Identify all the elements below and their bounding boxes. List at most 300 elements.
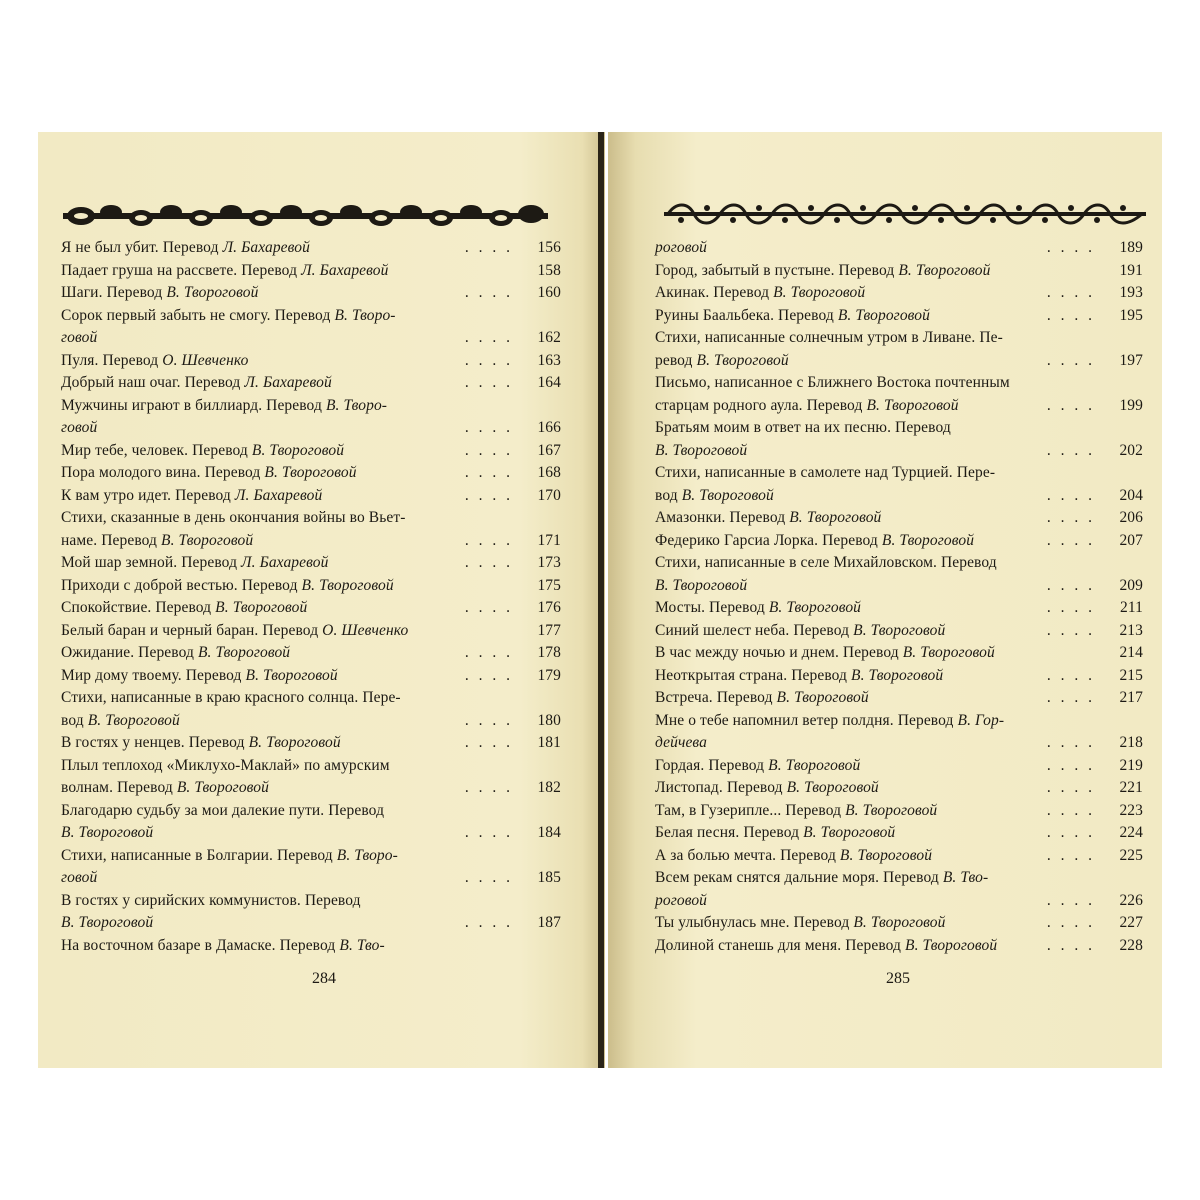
leader-dots: . . . . bbox=[1046, 284, 1095, 301]
entry-translator: Л. Бахаревой bbox=[301, 261, 389, 279]
entry-page-number: 211 bbox=[1120, 599, 1143, 616]
leader-dots: . . . . bbox=[1046, 666, 1095, 684]
entry-text bbox=[655, 552, 997, 575]
entry-title: А за болью мечта. Перевод bbox=[655, 846, 836, 864]
leader-dots: . . . . bbox=[464, 351, 513, 369]
entry-text bbox=[61, 507, 406, 530]
entry-page-number: 191 bbox=[1119, 261, 1143, 279]
toc-entry-line bbox=[61, 350, 561, 373]
leader-dots: . . . . bbox=[464, 464, 513, 481]
entry-translator: В. Тво- bbox=[942, 869, 989, 886]
toc-entry-line bbox=[61, 575, 561, 598]
toc-entry-line bbox=[655, 687, 1143, 710]
entry-title: вод bbox=[61, 711, 84, 729]
entry-text bbox=[655, 237, 707, 260]
entry-text bbox=[61, 327, 97, 350]
entry-page-number: 204 bbox=[1119, 486, 1143, 504]
toc-entry-line bbox=[61, 260, 561, 283]
entry-text bbox=[655, 800, 937, 823]
leader-dots: . . . . bbox=[1046, 396, 1095, 414]
entry-translator: В. Твороговой bbox=[898, 261, 991, 279]
leader-dots: . . . . bbox=[1046, 846, 1095, 864]
entry-page-number: 163 bbox=[537, 351, 561, 369]
entry-page-number: 164 bbox=[537, 374, 561, 391]
entry-translator: В. Твороговой bbox=[803, 824, 896, 841]
leader-dots: . . . . bbox=[464, 869, 513, 886]
leader-dots: . . . . bbox=[464, 441, 513, 459]
entry-translator: В. Твороговой bbox=[845, 801, 938, 819]
entry-text bbox=[61, 485, 322, 508]
entry-translator: В. Твороговой bbox=[166, 284, 259, 301]
entry-text bbox=[655, 822, 895, 845]
entry-title: Стихи, написанные в краю красного солнца. Пере- bbox=[61, 689, 401, 706]
entry-title: В гостях у ненцев. Перевод bbox=[61, 734, 245, 751]
entry-translator: В. Твороговой bbox=[681, 486, 774, 504]
entry-page-number: 199 bbox=[1119, 396, 1143, 414]
toc-entry-line bbox=[61, 372, 561, 395]
toc-entry-line bbox=[655, 305, 1143, 328]
toc-entry-line bbox=[61, 327, 561, 350]
toc-entry-line bbox=[61, 665, 561, 688]
leader-dots: . . . . bbox=[464, 734, 513, 751]
toc-entry-line bbox=[655, 530, 1143, 553]
entry-title: вод bbox=[655, 486, 678, 504]
entry-text bbox=[61, 822, 153, 845]
toc-entry-line bbox=[61, 597, 561, 620]
entry-page-number: 180 bbox=[537, 711, 561, 729]
toc-entry-line bbox=[655, 597, 1143, 620]
entry-text bbox=[655, 530, 974, 553]
leader-dots: . . . . bbox=[1046, 576, 1095, 594]
entry-text bbox=[655, 620, 945, 643]
entry-translator: В. Твороговой bbox=[245, 666, 338, 684]
entry-page-number: 193 bbox=[1119, 284, 1143, 301]
entry-translator: В. Творо- bbox=[325, 396, 388, 414]
entry-title: Там, в Гузерипле... Перевод bbox=[655, 801, 842, 819]
toc-entry-line bbox=[655, 462, 1143, 485]
entry-title: Шаги. Перевод bbox=[61, 284, 163, 301]
entry-translator: В. Твороговой bbox=[301, 576, 394, 594]
toc-entry-line bbox=[61, 552, 561, 575]
entry-title: Пора молодого вина. Перевод bbox=[61, 464, 261, 481]
entry-title: ревод bbox=[655, 351, 693, 369]
entry-page-number: 221 bbox=[1119, 779, 1143, 796]
entry-text bbox=[655, 890, 707, 913]
leader-dots: . . . . bbox=[1046, 531, 1095, 549]
entry-text bbox=[655, 597, 861, 620]
page-number: 284 bbox=[312, 970, 336, 987]
toc-entry-line bbox=[655, 260, 1143, 283]
entry-title: Я не был убит. Перевод bbox=[61, 239, 219, 256]
entry-title: Приходи с доброй вестью. Перевод bbox=[61, 576, 298, 594]
toc-entry-line bbox=[61, 822, 561, 845]
entry-page-number: 175 bbox=[537, 576, 561, 594]
entry-title: Письмо, написанное с Ближнего Востока почтенным bbox=[655, 374, 1010, 391]
entry-title: наме. Перевод bbox=[61, 531, 158, 549]
entry-translator: В. Твороговой bbox=[776, 689, 869, 706]
entry-text bbox=[655, 777, 879, 800]
toc-entry-line bbox=[655, 642, 1143, 665]
entry-text bbox=[61, 462, 357, 485]
entry-title: волнам. Перевод bbox=[61, 779, 173, 796]
leader-dots: . . . . bbox=[1046, 824, 1095, 841]
leader-dots: . . . . bbox=[1046, 689, 1095, 706]
toc-entry-line bbox=[61, 755, 561, 778]
entry-page-number: 224 bbox=[1119, 824, 1143, 841]
entry-page-number: 167 bbox=[537, 441, 561, 459]
entry-page-number: 219 bbox=[1119, 756, 1143, 774]
entry-text bbox=[61, 777, 269, 800]
leader-dots: . . . . bbox=[464, 239, 513, 256]
entry-text bbox=[61, 440, 344, 463]
entry-title: Встреча. Перевод bbox=[655, 689, 773, 706]
entry-text bbox=[61, 575, 394, 598]
entry-text bbox=[61, 800, 384, 823]
entry-text bbox=[61, 755, 390, 778]
toc-entry-line bbox=[61, 867, 561, 890]
entry-translator: В. Гор- bbox=[957, 711, 1005, 729]
entry-text bbox=[655, 350, 789, 373]
entry-title: Спокойствие. Перевод bbox=[61, 599, 212, 616]
entry-text bbox=[655, 642, 995, 665]
toc-entry-line bbox=[655, 710, 1143, 733]
entry-title: В гостях у сирийских коммунистов. Перевод bbox=[61, 891, 361, 909]
entry-page-number: 181 bbox=[537, 734, 561, 751]
entry-title: Пуля. Перевод bbox=[61, 351, 159, 369]
entry-title: Всем рекам снятся дальние моря. Перевод bbox=[655, 869, 939, 886]
entry-text bbox=[61, 912, 153, 935]
leader-dots: . . . . bbox=[464, 779, 513, 796]
toc-entry-line bbox=[655, 327, 1143, 350]
entry-text bbox=[61, 282, 259, 305]
toc-entry-line bbox=[655, 620, 1143, 643]
entry-page-number: 178 bbox=[537, 644, 561, 661]
toc-entry-line bbox=[655, 732, 1143, 755]
entry-text bbox=[655, 575, 747, 598]
toc-entry-line bbox=[61, 462, 561, 485]
contents-list-right bbox=[655, 237, 1143, 957]
entry-title: Мне о тебе напомнил ветер полдня. Перевод bbox=[655, 711, 954, 729]
leader-dots: . . . . bbox=[464, 599, 513, 616]
entry-text bbox=[655, 732, 707, 755]
entry-page-number: 215 bbox=[1119, 666, 1143, 684]
entry-title: Неоткрытая страна. Перевод bbox=[655, 666, 848, 684]
entry-text bbox=[61, 372, 332, 395]
entry-page-number: 197 bbox=[1119, 351, 1143, 369]
entry-text bbox=[61, 237, 310, 260]
entry-translator: В. Твороговой bbox=[655, 441, 748, 459]
entry-page-number: 187 bbox=[537, 914, 561, 931]
entry-translator: говой bbox=[61, 329, 98, 346]
entry-translator: В. Твороговой bbox=[837, 306, 931, 324]
toc-entry-line bbox=[655, 845, 1143, 868]
entry-title: Стихи, написанные в селе Михайловском. Перевод bbox=[655, 554, 997, 571]
entry-title: В час между ночью и днем. Перевод bbox=[655, 644, 899, 661]
entry-title: Мосты. Перевод bbox=[655, 599, 765, 616]
entry-page-number: 160 bbox=[537, 284, 561, 301]
entry-title: Листопад. Перевод bbox=[655, 779, 783, 796]
entry-page-number: 179 bbox=[537, 666, 561, 684]
toc-entry-line bbox=[655, 552, 1143, 575]
toc-entry-line bbox=[655, 395, 1143, 418]
entry-title: Благодарю судьбу за мои далекие пути. Перевод bbox=[61, 801, 385, 819]
entry-page-number: 158 bbox=[537, 261, 561, 279]
toc-entry-line bbox=[61, 417, 561, 440]
entry-translator: говой bbox=[61, 869, 98, 886]
entry-text bbox=[655, 282, 865, 305]
entry-translator: Л. Бахаревой bbox=[241, 554, 329, 571]
toc-entry-line bbox=[61, 620, 561, 643]
leader-dots: . . . . bbox=[1046, 801, 1095, 819]
entry-translator: В. Твороговой bbox=[851, 666, 944, 684]
entry-translator: В. Твороговой bbox=[853, 914, 946, 931]
entry-page-number: 217 bbox=[1119, 689, 1143, 706]
entry-title: Белая песня. Перевод bbox=[655, 824, 800, 841]
entry-text bbox=[655, 507, 881, 530]
toc-entry-line bbox=[61, 732, 561, 755]
entry-page-number: 223 bbox=[1119, 801, 1143, 819]
leader-dots: . . . . bbox=[464, 531, 513, 549]
toc-entry-line bbox=[655, 822, 1143, 845]
entry-page-number: 202 bbox=[1119, 441, 1143, 459]
entry-translator: В. Твороговой bbox=[786, 779, 879, 796]
entry-text bbox=[655, 935, 997, 958]
toc-entry-line bbox=[655, 890, 1143, 913]
entry-translator: В. Твороговой bbox=[251, 441, 345, 459]
entry-translator: В. Твороговой bbox=[61, 914, 154, 931]
entry-text bbox=[61, 687, 401, 710]
toc-entry-line bbox=[655, 372, 1143, 395]
entry-text bbox=[61, 732, 341, 755]
entry-page-number: 182 bbox=[537, 779, 561, 796]
leader-dots: . . . . bbox=[1046, 936, 1095, 954]
toc-entry-line bbox=[655, 777, 1143, 800]
toc-entry-line bbox=[655, 507, 1143, 530]
entry-translator: В. Творо- bbox=[336, 846, 398, 864]
entry-title: На восточном базаре в Дамаске. Перевод bbox=[61, 936, 336, 954]
entry-text bbox=[655, 867, 988, 890]
toc-entry-line bbox=[655, 800, 1143, 823]
toc-entry-line bbox=[61, 777, 561, 800]
leader-dots: . . . . bbox=[1046, 351, 1095, 369]
toc-entry-line bbox=[655, 417, 1143, 440]
book-gutter bbox=[598, 132, 604, 1068]
entry-title: Стихи, написанные в Болгарии. Перевод bbox=[61, 846, 333, 864]
entry-page-number: 173 bbox=[537, 554, 561, 571]
entry-title: Братьям моим в ответ на их песню. Перевод bbox=[655, 419, 951, 436]
entry-title: Падает груша на рассвете. Перевод bbox=[61, 261, 298, 279]
leader-dots: . . . . bbox=[464, 486, 513, 504]
toc-entry-line bbox=[655, 935, 1143, 958]
entry-translator: О. Шевченко bbox=[322, 621, 409, 639]
entry-title: Ожидание. Перевод bbox=[61, 644, 194, 661]
entry-page-number: 226 bbox=[1119, 891, 1143, 909]
entry-text bbox=[655, 395, 959, 418]
entry-text bbox=[61, 395, 387, 418]
leader-dots: . . . . bbox=[1046, 914, 1095, 931]
toc-entry-line bbox=[655, 665, 1143, 688]
leader-dots: . . . . bbox=[464, 644, 513, 661]
toc-entry-line bbox=[655, 237, 1143, 260]
toc-entry-line bbox=[61, 800, 561, 823]
entry-page-number: 225 bbox=[1119, 846, 1143, 864]
scroll-ornament-band bbox=[664, 200, 1146, 230]
entry-page-number: 170 bbox=[537, 486, 561, 504]
entry-page-number: 227 bbox=[1119, 914, 1143, 931]
entry-translator: В. Твороговой bbox=[655, 576, 748, 594]
entry-translator: В. Твороговой bbox=[905, 936, 998, 954]
entry-translator: В. Твороговой bbox=[248, 734, 341, 751]
leader-dots: . . . . bbox=[464, 554, 513, 571]
entry-translator: В. Твороговой bbox=[215, 599, 308, 616]
leader-dots: . . . . bbox=[1046, 779, 1095, 796]
entry-translator: В. Твороговой bbox=[789, 509, 882, 526]
entry-translator: В. Творо- bbox=[334, 306, 396, 324]
entry-translator: В. Твороговой bbox=[881, 531, 975, 549]
toc-entry-line bbox=[61, 890, 561, 913]
entry-text bbox=[61, 845, 398, 868]
entry-text bbox=[655, 372, 1010, 395]
entry-translator: Л. Бахаревой bbox=[222, 239, 310, 256]
entry-text bbox=[61, 260, 388, 283]
contents-list-left bbox=[61, 237, 561, 957]
entry-text bbox=[61, 417, 97, 440]
entry-text bbox=[61, 620, 408, 643]
leader-dots: . . . . bbox=[1046, 306, 1095, 324]
entry-translator: В. Тво- bbox=[339, 936, 385, 954]
entry-title: Амазонки. Перевод bbox=[655, 509, 786, 526]
toc-entry-line bbox=[61, 912, 561, 935]
leader-dots: . . . . bbox=[464, 914, 513, 931]
entry-text bbox=[61, 890, 361, 913]
toc-entry-line bbox=[61, 710, 561, 733]
toc-entry-line bbox=[655, 912, 1143, 935]
leader-dots: . . . . bbox=[464, 666, 513, 684]
entry-translator: роговой bbox=[655, 891, 708, 909]
entry-translator: В. Твороговой bbox=[176, 779, 270, 796]
entry-text bbox=[655, 912, 946, 935]
entry-text bbox=[655, 417, 951, 440]
entry-translator: Л. Бахаревой bbox=[244, 374, 332, 391]
entry-title: Синий шелест неба. Перевод bbox=[655, 621, 850, 639]
entry-page-number: 228 bbox=[1119, 936, 1143, 954]
entry-text bbox=[61, 305, 396, 328]
entry-title: Руины Баальбека. Перевод bbox=[655, 306, 834, 324]
toc-entry-line bbox=[655, 867, 1143, 890]
entry-translator: В. Твороговой bbox=[768, 599, 862, 616]
entry-title: Город, забытый в пустыне. Перевод bbox=[655, 261, 895, 279]
entry-page-number: 168 bbox=[537, 464, 561, 481]
entry-translator: В. Твороговой bbox=[866, 396, 959, 414]
entry-title: Долиной станешь для меня. Перевод bbox=[655, 936, 902, 954]
entry-text bbox=[61, 552, 328, 575]
entry-title: Добрый наш очаг. Перевод bbox=[61, 374, 241, 391]
entry-text bbox=[655, 845, 932, 868]
leaf-ornament-band bbox=[63, 200, 548, 230]
entry-text bbox=[61, 597, 307, 620]
entry-text bbox=[61, 350, 248, 373]
entry-translator: В. Твороговой bbox=[853, 621, 946, 639]
entry-page-number: 184 bbox=[537, 824, 561, 841]
leader-dots: . . . . bbox=[464, 374, 513, 391]
entry-text bbox=[655, 260, 991, 283]
entry-translator: В. Твороговой bbox=[87, 711, 180, 729]
entry-text bbox=[655, 462, 995, 485]
entry-page-number: 185 bbox=[537, 869, 561, 886]
right-page bbox=[608, 132, 1162, 1068]
toc-entry-line bbox=[61, 642, 561, 665]
left-page bbox=[38, 132, 605, 1068]
entry-title: Сорок первый забыть не смогу. Перевод bbox=[61, 306, 331, 324]
entry-text bbox=[655, 305, 930, 328]
toc-entry-line bbox=[61, 305, 561, 328]
entry-title: Плыл теплоход «Миклухо-Маклай» по амурским bbox=[61, 756, 390, 774]
entry-translator: роговой bbox=[655, 239, 708, 256]
entry-title: Стихи, написанные солнечным утром в Ливане. Пе- bbox=[655, 329, 1003, 346]
entry-translator: дейчева bbox=[655, 734, 708, 751]
toc-entry-line bbox=[61, 935, 561, 958]
toc-entry-line bbox=[655, 350, 1143, 373]
entry-text bbox=[655, 327, 1003, 350]
entry-translator: В. Твороговой bbox=[264, 464, 357, 481]
entry-page-number: 177 bbox=[537, 621, 561, 639]
entry-title: Мир дому твоему. Перевод bbox=[61, 666, 242, 684]
leader-dots: . . . . bbox=[1046, 734, 1095, 751]
entry-title: Стихи, написанные в самолете над Турцией. Пере- bbox=[655, 464, 996, 481]
entry-text bbox=[655, 440, 747, 463]
entry-text bbox=[655, 710, 1004, 733]
entry-translator: В. Твороговой bbox=[839, 846, 933, 864]
toc-entry-line bbox=[61, 687, 561, 710]
leader-dots: . . . . bbox=[1046, 239, 1095, 256]
leader-dots: . . . . bbox=[1046, 599, 1095, 616]
leader-dots: . . . . bbox=[1046, 891, 1095, 909]
entry-translator: В. Твороговой bbox=[768, 756, 861, 774]
entry-page-number: 195 bbox=[1119, 306, 1143, 324]
entry-translator: В. Твороговой bbox=[197, 644, 291, 661]
entry-page-number: 213 bbox=[1119, 621, 1143, 639]
toc-entry-line bbox=[61, 395, 561, 418]
entry-translator: В. Твороговой bbox=[696, 351, 789, 369]
leader-dots: . . . . bbox=[464, 824, 513, 841]
entry-text bbox=[61, 710, 180, 733]
toc-entry-line bbox=[61, 282, 561, 305]
entry-text bbox=[61, 530, 253, 553]
leader-dots: . . . . bbox=[464, 329, 513, 346]
leader-dots: . . . . bbox=[1046, 509, 1095, 526]
toc-entry-line bbox=[655, 485, 1143, 508]
entry-page-number: 214 bbox=[1119, 644, 1143, 661]
entry-text bbox=[61, 665, 338, 688]
toc-entry-line bbox=[655, 575, 1143, 598]
entry-title: Акинак. Перевод bbox=[655, 284, 770, 301]
entry-translator: В. Твороговой bbox=[902, 644, 995, 661]
entry-page-number: 162 bbox=[537, 329, 561, 346]
entry-title: Белый баран и черный баран. Перевод bbox=[61, 621, 319, 639]
entry-page-number: 206 bbox=[1119, 509, 1143, 526]
entry-text bbox=[61, 867, 97, 890]
entry-page-number: 176 bbox=[537, 599, 561, 616]
entry-title: Стихи, сказанные в день окончания войны во Вьет- bbox=[61, 509, 406, 526]
entry-title: Гордая. Перевод bbox=[655, 756, 765, 774]
leader-dots: . . . . bbox=[1046, 486, 1095, 504]
entry-title: Ты улыбнулась мне. Перевод bbox=[655, 914, 850, 931]
toc-entry-line bbox=[61, 530, 561, 553]
leader-dots: . . . . bbox=[464, 711, 513, 729]
entry-title: старцам родного аула. Перевод bbox=[655, 396, 863, 414]
toc-entry-line bbox=[61, 440, 561, 463]
entry-page-number: 166 bbox=[537, 419, 561, 436]
